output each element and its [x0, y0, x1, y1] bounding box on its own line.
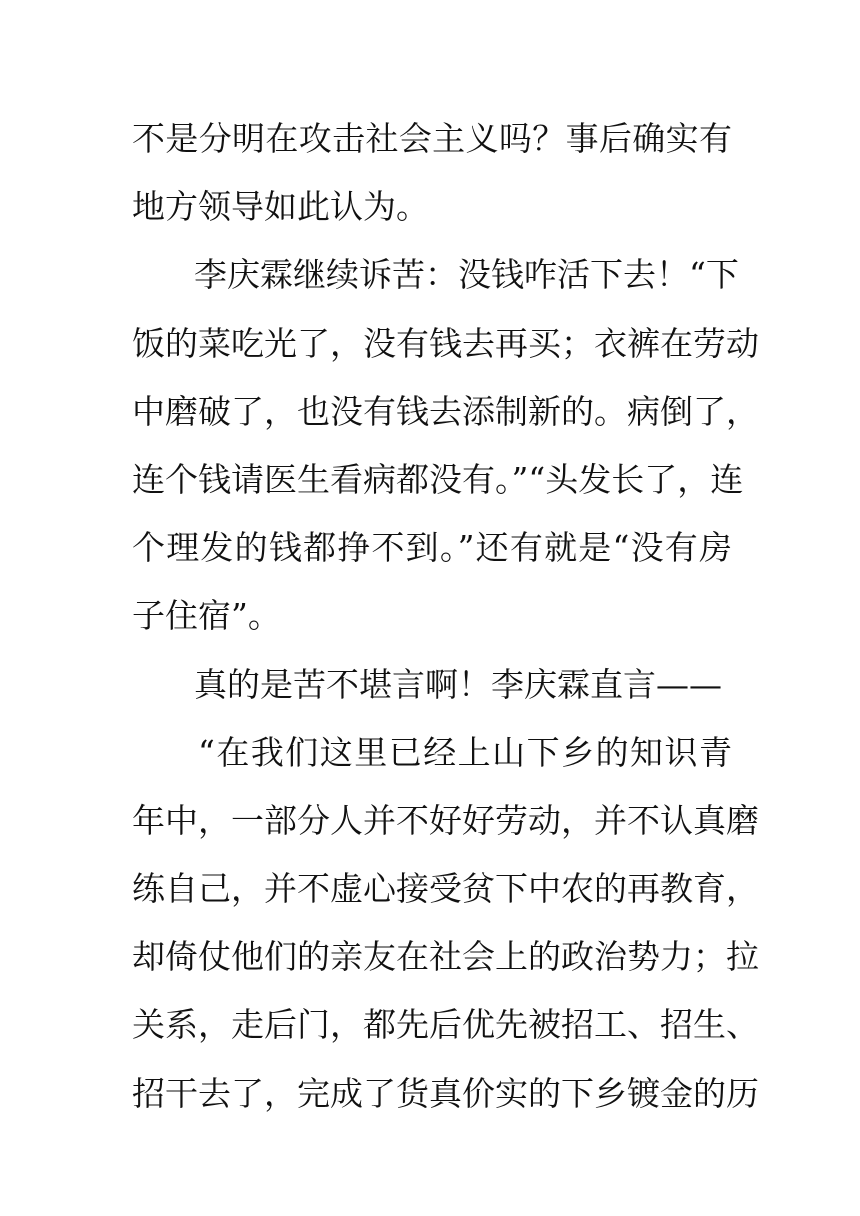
text-line: 连个钱请医生看病都没有。”“头发长了，连	[132, 459, 744, 499]
text-line: 不是分明在攻击社会主义吗？事后确实有	[132, 119, 732, 158]
text-line: 却倚仗他们的亲友在社会上的政治势力；拉	[132, 937, 759, 977]
text-line: “在我们这里已经上山下乡的知识青	[198, 732, 732, 772]
text-line: 地方领导如此认为。	[132, 187, 429, 227]
text-line: 子住宿”。	[132, 596, 281, 636]
text-line: 招干去了，完成了货真价实的下乡镀金的历	[132, 1073, 759, 1113]
text-line: 饭的菜吃光了，没有钱去再买；衣裤在劳动	[132, 323, 759, 363]
text-line: 真的是苦不堪言啊！李庆霖直言——	[194, 664, 722, 704]
text-line: 关系，走后门，都先后优先被招工、招生、	[132, 1005, 759, 1045]
text-line: 李庆霖继续诉苦：没钱咋活下去！“下	[194, 255, 739, 295]
text-line: 中磨破了，也没有钱去添制新的。病倒了，	[132, 391, 759, 431]
body-text	[132, 105, 759, 1128]
text-line: 个理发的钱都挣不到。”还有就是“没有房	[132, 528, 732, 568]
text-line: 练自己，并不虚心接受贫下中农的再教育，	[132, 869, 759, 909]
text-line: 年中，一部分人并不好好劳动，并不认真磨	[132, 800, 759, 840]
